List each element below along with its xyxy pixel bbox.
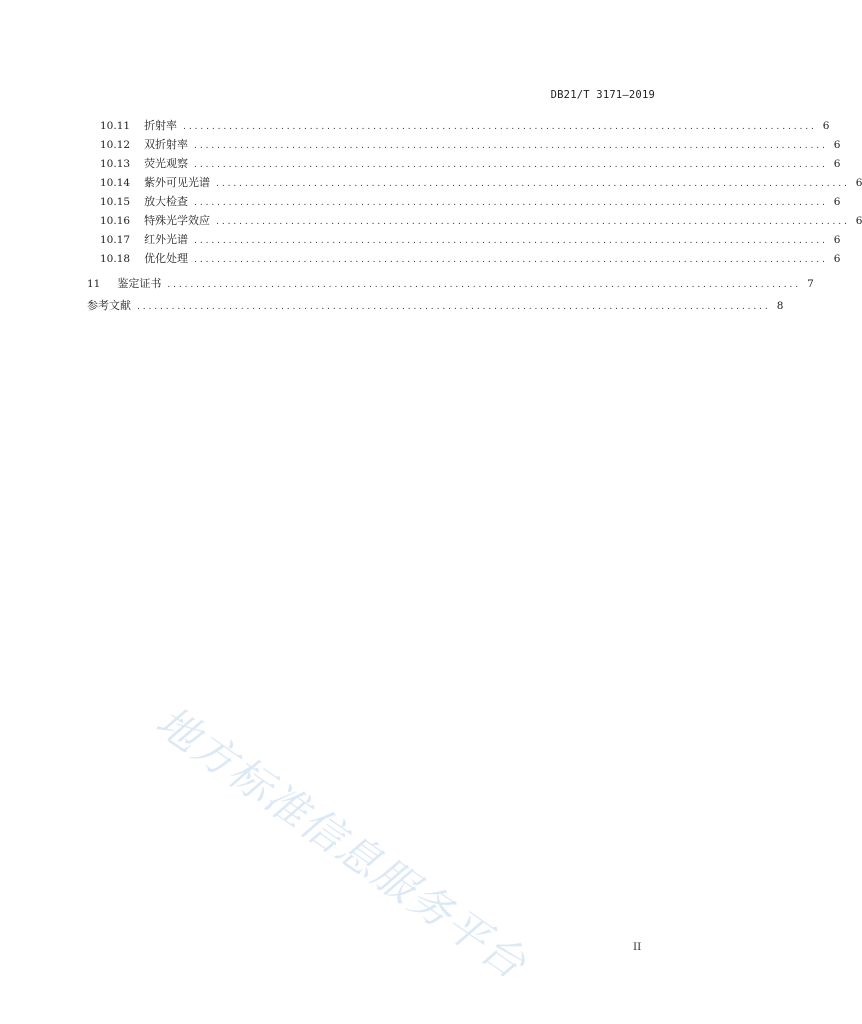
toc-entry-page: 8: [776, 300, 784, 312]
toc-entry-title: 紫外可见光谱: [144, 176, 211, 189]
toc-leader-dots: ..............................................................................................................: [194, 198, 828, 208]
toc-entry[interactable]: [100, 138, 841, 153]
toc-entry-page: 6: [855, 177, 862, 189]
toc-leader-dots: ..............................................................................................................: [194, 160, 828, 170]
toc-entry-page: 6: [822, 120, 830, 132]
toc-entry-title: 参考文献: [87, 299, 131, 312]
toc-entry-title: 红外光谱: [144, 233, 189, 246]
toc-entry-number: 10.13: [100, 158, 131, 170]
toc-entry-title: 双折射率: [144, 138, 189, 151]
toc-entry-title: 特殊光学效应: [144, 214, 211, 227]
toc-entry-page: 6: [833, 234, 841, 246]
toc-leader-dots: ..............................................................................................................: [216, 217, 850, 227]
toc-leader-dots: ..............................................................................................................: [183, 122, 817, 132]
toc-entry[interactable]: [100, 233, 841, 248]
toc-entry-page: 6: [855, 215, 862, 227]
toc-entry-title: 放大检查: [144, 195, 189, 208]
toc-entry-title: 荧光观察: [144, 157, 189, 170]
toc-leader-dots: ..............................................................................................................: [216, 179, 850, 189]
toc-entry[interactable]: [100, 119, 830, 134]
toc-entry-number: 11: [87, 278, 101, 290]
toc-entry-number: 10.15: [100, 196, 131, 208]
toc-entry-page: 6: [833, 196, 841, 208]
toc-entry-title: 鉴定证书: [117, 277, 162, 290]
toc-entry-title: 优化处理: [144, 252, 189, 265]
toc-entry[interactable]: [100, 195, 841, 210]
document-code: DB21/T 3171—2019: [550, 89, 655, 101]
page-number: II: [633, 941, 642, 953]
toc-leader-dots: ..............................................................................................................: [194, 255, 828, 265]
toc-entry[interactable]: [100, 176, 862, 191]
toc-leader-dots: ..............................................................................................................: [167, 280, 802, 290]
toc-entry[interactable]: [87, 277, 814, 292]
toc-leader-dots: ..............................................................................................................: [194, 236, 828, 246]
watermark-text: 地方标准信息服务平台: [147, 696, 536, 990]
toc-entry-number: 10.11: [100, 120, 131, 132]
toc-entry[interactable]: [100, 157, 841, 172]
toc-entry-page: 6: [833, 253, 841, 265]
toc-entry[interactable]: [87, 299, 784, 314]
toc-entry-number: 10.18: [100, 253, 131, 265]
toc-entry-number: 10.14: [100, 177, 131, 189]
toc-entry-page: 6: [833, 158, 841, 170]
toc-entry[interactable]: [100, 214, 862, 229]
toc-entry-number: 10.17: [100, 234, 131, 246]
toc-leader-dots: ..............................................................................................................: [194, 141, 828, 151]
toc-entry-page: 6: [833, 139, 841, 151]
toc-leader-dots: ..............................................................................................................: [137, 302, 771, 312]
toc-entry-title: 折射率: [144, 119, 178, 132]
toc-entry-number: 10.12: [100, 139, 131, 151]
toc-entry[interactable]: [100, 252, 841, 267]
toc-entry-number: 10.16: [100, 215, 131, 227]
toc-entry-page: 7: [807, 278, 814, 290]
